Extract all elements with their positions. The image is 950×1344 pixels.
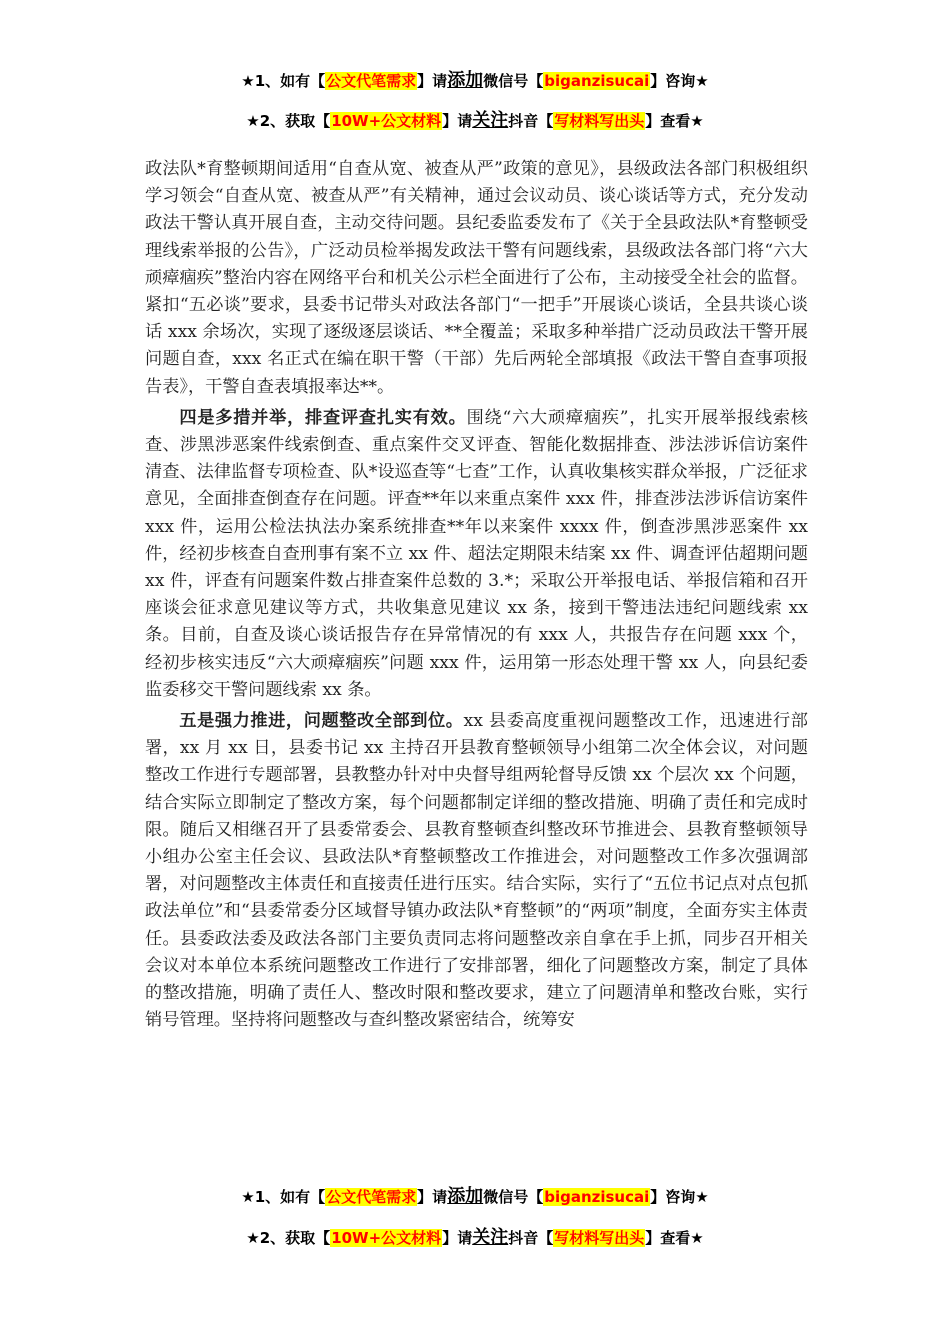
- banner-text: 2、获取【: [259, 1229, 331, 1247]
- star-icon: ★: [695, 1188, 709, 1206]
- wechat-id-highlight: biganzisucai: [544, 1188, 650, 1206]
- banner-text: 】请: [442, 112, 473, 130]
- banner-text: 抖音【: [508, 1229, 554, 1247]
- banner-text: 】咨询: [650, 1188, 696, 1206]
- paragraph-1: 政法队*育整顿期间适用“自查从宽、被查从严”政策的意见》，县级政法各部门积极组织学习领会“自查从宽、被查从严”有关精神，通过会议动员、谈心谈话等方式，充分发动政法干警认真开展自查，主动交待问题。县纪委监委发布了《关于全县政法队*育整顿受理线索举报的公告》，广泛动员检举揭发政法干警有问题线索，县级政法各部门将“六大顽瘴痼疾”整治内容在网络平台和机关公示栏全面进行了公布，主动接受全社会的监督。紧扣“五必谈”要求，县委书记带头对政法各部门“一把手”开展谈心谈话，全县共谈心谈话 xxx 余场次，实现了逐级逐层谈话、**全覆盖；采取多种举措广泛动员政法干警开展问题自查，xxx 名正式在编在职干警（干部）先后两轮全部填报《政法干警自查事项报告表》，干警自查表填报率达**。: [145, 159, 808, 397]
- star-icon: ★: [690, 112, 704, 130]
- underlined-text: 添加: [447, 1186, 484, 1207]
- highlight-text: 公文代笔需求: [326, 72, 417, 90]
- banner-text: 2、获取【: [259, 112, 331, 130]
- banner-text: 微信号【: [483, 72, 544, 90]
- banner-text: 】请: [442, 1229, 473, 1247]
- banner-text: 抖音【: [508, 112, 554, 130]
- douyin-id-highlight: 写材料写出头: [554, 112, 645, 130]
- star-icon: ★: [241, 72, 255, 90]
- paragraph-3-text: xx 县委高度重视问题整改工作，迅速进行部署，xx 月 xx 日，县委书记 xx 主持召开县教育整顿领导小组第二次全体会议，对问题整改工作进行专题部署，县教整办针对中央督导组两轮督导反馈 xx 个层次 xx 个问题，结合实际立即制定了整改方案，每个问题都制定详细的整改措施、明确了责任和完成时限。随后又相继召开了县委常委会、县教育整顿查纠整改环节推进会、县教育整顿领导小组办公室主任会议、县政法队*育整顿整改工作推进会，对问题整改工作多次强调部署，对问题整改主体责任和直接责任进行压实。结合实际，实行了“五位书记点对点包抓政法单位”和“县委常委分区域督导镇办政法队*育整顿”的“两项”制度，全面夯实主体责任。县委政法委及政法各部门主要负责同志将问题整改亲自拿在手上抓，同步召开相关会议对本单位本系统问题整改工作进行了安排部署，细化了问题整改方案，制定了具体的整改措施，明确了责任人、整改时限和整改要求，建立了问题清单和整改台账，实行销号管理。坚持将问题整改与查纠整改紧密结合，统筹安: [145, 711, 808, 1031]
- paragraph-2-text: 围绕“六大顽瘴痼疾”，扎实开展举报线索核查、涉黑涉恶案件线索倒查、重点案件交叉评查、智能化数据排查、涉法涉诉信访案件清查、法律监督专项检查、队*设巡查等“七查”工作，认真收集核实群众举报，广泛征求意见，全面排查倒查存在问题。评查**年以来重点案件 xxx 件，排查涉法涉诉信访案件 xxx 件，运用公检法执法办案系统排查**年以来案件 xxxx 件，倒查涉黑涉恶案件 xx 件，经初步核查自查刑事有案不立 xx 件、超法定期限未结案 xx 件、调查评估超期问题 xx 件，评查有问题案件数占排查案件总数的 3.*；采取公开举报电话、举报信箱和召开座谈会征求意见建议等方式，共收集意见建议 xx 条，接到干警违法违纪问题线索 xx 条。目前，自查及谈心谈话报告存在异常情况的有 xxx 人，共报告存在问题 xxx 个，经初步核实违反“六大顽瘴痼疾”问题 xxx 件，运用第一形态处理干警 xx 人，向县纪委监委移交干警问题线索 xx 条。: [145, 407, 808, 700]
- banner-text: 1、如有【: [254, 1188, 326, 1206]
- header-banner-line-1: [0, 70, 950, 92]
- footer-banner-line-2: [0, 1227, 950, 1249]
- banner-text: 】请: [417, 72, 448, 90]
- paragraph-3: [145, 708, 808, 1034]
- star-icon: ★: [246, 1229, 260, 1247]
- highlight-text: 公文代笔需求: [326, 1188, 417, 1206]
- banner-text: 】咨询: [650, 72, 696, 90]
- underlined-text: 关注: [472, 110, 509, 131]
- star-icon: ★: [246, 112, 260, 130]
- paragraph-3-heading: 五是强力推进，问题整改全部到位。: [179, 711, 464, 732]
- header-banner-line-2: [0, 110, 950, 132]
- banner-text: 】查看: [645, 1229, 691, 1247]
- footer-banner-line-1: [0, 1186, 950, 1208]
- highlight-text: 10W+公文材料: [331, 1229, 442, 1247]
- banner-text: 】请: [417, 1188, 448, 1206]
- paragraph-2: [145, 405, 808, 704]
- banner-text: 】查看: [645, 112, 691, 130]
- document-body: [145, 156, 808, 1035]
- star-icon: ★: [690, 1229, 704, 1247]
- banner-text: 微信号【: [483, 1188, 544, 1206]
- underlined-text: 添加: [447, 70, 484, 91]
- underlined-text: 关注: [472, 1227, 509, 1248]
- banner-text: 1、如有【: [254, 72, 326, 90]
- star-icon: ★: [241, 1188, 255, 1206]
- wechat-id-highlight: biganzisucai: [544, 72, 650, 90]
- douyin-id-highlight: 写材料写出头: [554, 1229, 645, 1247]
- paragraph-2-heading: 四是多措并举，排查评查扎实有效。: [179, 407, 467, 428]
- highlight-text: 10W+公文材料: [331, 112, 442, 130]
- star-icon: ★: [695, 72, 709, 90]
